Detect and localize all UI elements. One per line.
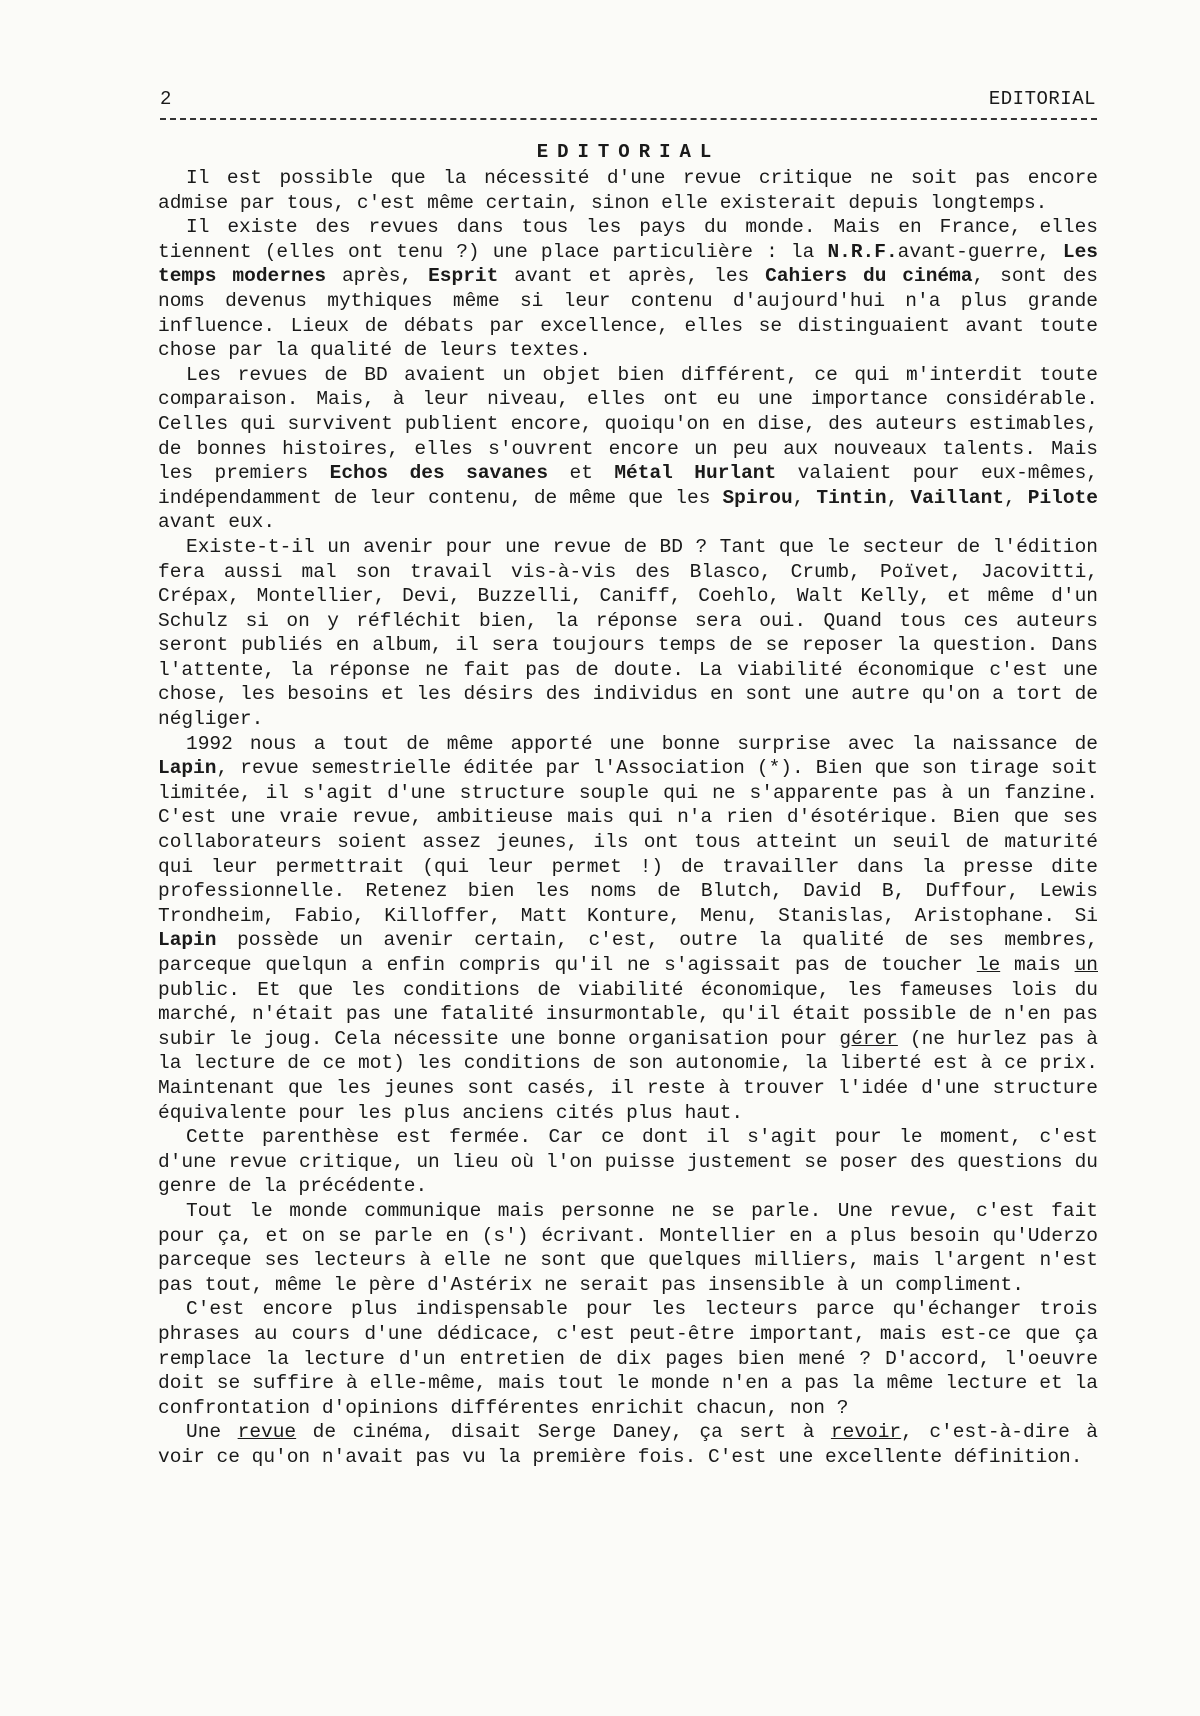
text-run: Tout le monde communique mais personne ne se parle. Une revue, c'est fait pour ça, et on se parle en (s') écrivant. Montellier en a plus besoin qu'Uderzo parceque ses lecteurs à elle ne sont que quelques milliers, mais l'argent n'est pas tout, même le père d'Astérix ne serait pas insensible à un compliment. (158, 1199, 1098, 1296)
text-run: public. Et que les conditions de viabilité économique, les fameuses lois du marché, n'était pas une fatalité insurmontable, qu'il était possible de n'en pas subir le joug. Cela nécessite une bonne organisation pour (158, 978, 1098, 1050)
bold-title: Tintin (816, 486, 887, 509)
page-number: 2 (160, 88, 172, 110)
text-run: , (886, 486, 911, 509)
underlined-word: revoir (830, 1421, 902, 1444)
text-run: Les revues de BD avaient un objet bien différent, ce qui m'interdit toute comparaison. Mais, à leur niveau, elles ont eu une importance considérable. Celles qui survivent publient encore, quoiqu'on en dise, des auteurs estimables, de bonnes histoires, elles s'ouvrent encore un peu aux nouveaux talents. Mais les premiers (158, 363, 1098, 485)
text-run: avant eux. (158, 511, 276, 534)
text-run: mais (1000, 954, 1075, 976)
bold-title: Lapin (158, 757, 217, 780)
text-run: Il est possible que la nécessité d'une revue critique ne soit pas encore admise par tous, c'est même certain, sinon elle existerait depuis longtemps. (158, 167, 1098, 214)
article-body (158, 166, 1098, 1469)
text-run: avant-guerre, (897, 240, 1063, 263)
underlined-word: le (976, 954, 1001, 976)
text-run: possède un avenir certain, c'est, outre la qualité de ses membres, parceque quelqun a enfin compris qu'il ne s'agissait pas de toucher (158, 929, 1098, 976)
text-run: et (548, 462, 615, 485)
running-section-label: EDITORIAL (988, 88, 1096, 110)
bold-title: Spirou (722, 486, 793, 509)
bold-title: Métal Hurlant (614, 462, 777, 485)
underlined-word: un (1074, 954, 1098, 976)
underlined-word: revue (237, 1421, 297, 1444)
bold-title: N.R.F. (827, 240, 898, 263)
text-run: , c'est-à-dire à voir ce qu'on n'avait pas vu la première fois. C'est une excellente définition. (158, 1421, 1098, 1468)
bold-title: Lapin (158, 929, 217, 952)
paragraph (158, 215, 1098, 363)
text-run: , (792, 486, 817, 509)
text-run: , revue semestrielle éditée par l'Association (*). Bien que son tirage soit limitée, il s'agit d'une structure souple qui ne s'apparente pas à un fanzine. C'est une vraie revue, ambitieuse mais qui n'a rien d'ésotérique. Bien que ses collaborateurs soient assez jeunes, ils ont tous atteint un seuil de maturité qui leur permettrait (qui leur permet !) de travailler dans la presse dite professionnelle. Retenez bien les noms de Blutch, David B, Duffour, Lewis Trondheim, Fabio, Killoffer, Matt Konture, Menu, Stanislas, Aristophane. Si (158, 757, 1098, 927)
underlined-word: gérer (839, 1027, 898, 1050)
text-run: (ne hurlez pas à la lecture de ce mot) les conditions de son autonomie, la liberté est à ce prix. Maintenant que les jeunes sont casés, il reste à trouver l'idée d'une structure équivalente pour les plus anciens cités plus haut. (158, 1027, 1099, 1124)
paragraph (158, 166, 1098, 215)
text-run: Existe-t-il un avenir pour une revue de BD ? Tant que le secteur de l'édition fera aussi mal son travail vis-à-vis des Blasco, Crumb, Poïvet, Jacovitti, Crépax, Montellier, Devi, Buzzelli, Caniff, Coehlo, Walt Kelly, et même d'un Schulz si on y réfléchit bien, la réponse sera oui. Quand tous ces auteurs seront publiés en album, il sera toujours temps de se reposer la question. Dans l'attente, la réponse ne fait pas de doute. La viabilité économique c'est une chose, les besoins et les désirs des individus en sont une autre qu'on a tort de négliger. (158, 535, 1098, 731)
header-divider (160, 118, 1097, 120)
paragraph (158, 535, 1098, 732)
text-run: C'est encore plus indispensable pour les lecteurs parce qu'échanger trois phrases au cours d'une dédicace, c'est peut-être important, mais est-ce que ça remplace la lecture d'un entretien de dix pages bien mené ? D'accord, l'oeuvre doit se suffire à elle-même, mais tout le monde n'en a pas la même lecture et la confrontation d'opinions différentes enrichit chacun, non ? (158, 1298, 1098, 1419)
bold-title: Pilote (1027, 486, 1098, 509)
bold-title: Les temps modernes (158, 240, 1099, 288)
bold-title: Cahiers du cinéma (765, 265, 973, 288)
bold-title: Echos des savanes (329, 462, 549, 485)
text-run: Cette parenthèse est fermée. Car ce dont il s'agit pour le moment, c'est d'une revue critique, un lieu où l'on puisse justement se poser des questions du genre de la précédente. (158, 1126, 1098, 1198)
bold-title: Esprit (428, 265, 499, 288)
text-run: valaient pour eux-mêmes, indépendamment de leur contenu, de même que les (158, 462, 1098, 509)
text-run: , sont des noms devenus mythiques même si leur contenu d'aujourd'hui n'a plus grande influence. Lieux de débats par excellence, elles se distinguaient avant toute chose par la qualité de leurs textes. (158, 265, 1098, 362)
paragraph (158, 1420, 1098, 1469)
text-run: après, (326, 265, 429, 288)
paragraph (158, 1125, 1098, 1199)
text-run: Il existe des revues dans tous les pays du monde. Mais en France, elles tiennent (elles ont tenu ?) une place particulière : la (158, 216, 1098, 263)
paragraph (158, 1199, 1098, 1297)
text-run: 1992 nous a tout de même apporté une bonne surprise avec la naissance de (186, 732, 1098, 755)
paragraph (158, 1297, 1098, 1420)
article-title: EDITORIAL (536, 141, 721, 163)
text-run: Une (186, 1421, 238, 1444)
text-run: , (1004, 486, 1028, 509)
bold-title: Vaillant (910, 486, 1005, 509)
paragraph (158, 363, 1098, 535)
paragraph (158, 732, 1098, 1126)
text-run: de cinéma, disait Serge Daney, ça sert à (296, 1421, 831, 1444)
text-run: avant et après, les (498, 265, 766, 288)
